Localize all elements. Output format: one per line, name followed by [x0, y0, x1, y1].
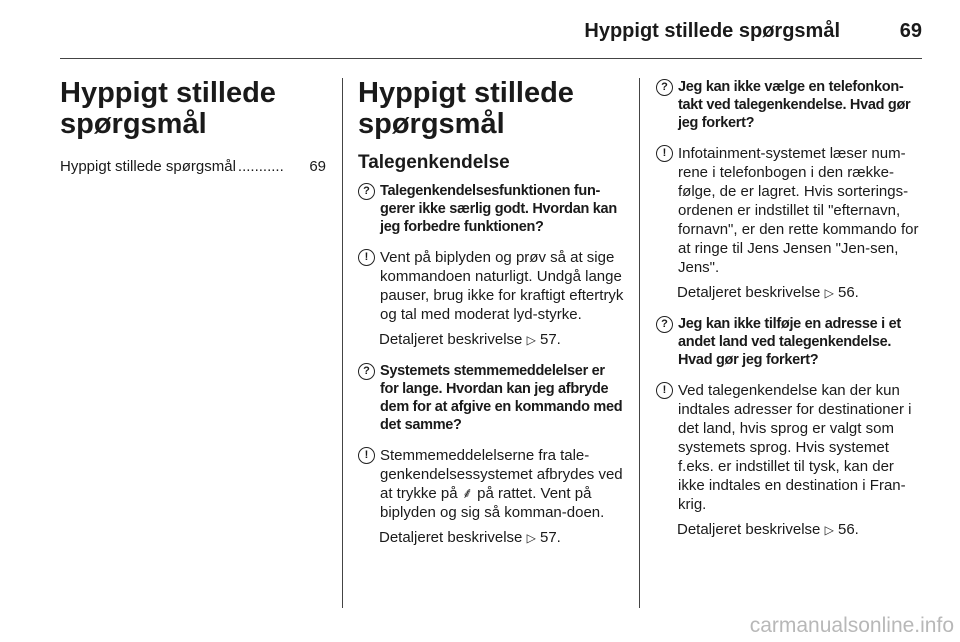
- toc-label: Hyppigt stillede spørgsmål: [60, 158, 236, 175]
- toc-entry[interactable]: [60, 158, 326, 175]
- answer-text: Infotainment-systemet læser num-rene i telefonbogen i den række-følge, de er lagret. Hvis sorterings-ordenen er indstillet til "efternavn, fornavn", er den rette kommando for at ringe til Jens Jensen "Jen-sen, Jens".: [678, 145, 919, 276]
- detail-reference: [379, 330, 626, 350]
- content-column-2: [358, 78, 626, 548]
- detail-label: Detaljeret beskrivelse: [677, 521, 821, 538]
- toc-dots: ...........: [237, 158, 284, 175]
- toc-column: [60, 78, 326, 175]
- chapter-title: Hyppigt stillede spørgsmål: [60, 77, 276, 140]
- answer: [656, 381, 922, 514]
- detail-reference: [379, 528, 626, 548]
- answer-text-pre: Stemmemeddelelserne fra tale-genkendelsessystemet afbrydes ved at trykke på: [380, 447, 623, 502]
- question-icon: ?: [656, 316, 673, 333]
- toc-page: 69: [309, 158, 326, 175]
- page-header: [0, 0, 960, 58]
- column-divider: [342, 78, 343, 608]
- answer-text: [380, 446, 626, 522]
- detail-page[interactable]: 57.: [539, 529, 561, 546]
- answer: [656, 144, 922, 277]
- detail-reference: [677, 283, 922, 303]
- answer-icon: !: [656, 382, 673, 399]
- detail-page[interactable]: 56.: [837, 521, 859, 538]
- question: [358, 362, 626, 434]
- answer-text: Ved talegenkendelse kan der kun indtales adresser for destinationer i det land, hvis sprog er valgt som systemets sprog. Hvis systemet f.eks. er indstillet til tysk, kan der ikke indtales en destination i Fran-krig.: [678, 382, 912, 513]
- reference-arrow-icon: ▷: [526, 333, 536, 347]
- voice-control-icon: ⸙: [461, 485, 473, 502]
- answer: [358, 248, 626, 324]
- detail-reference: [677, 520, 922, 540]
- reference-arrow-icon: ▷: [824, 286, 834, 300]
- detail-page[interactable]: 57.: [539, 331, 561, 348]
- detail-label: Detaljeret beskrivelse: [379, 331, 523, 348]
- question: [358, 182, 626, 236]
- reference-arrow-icon: ▷: [526, 531, 536, 545]
- question: [656, 78, 922, 132]
- question-text: Talegenkendelsesfunktionen fun-gerer ikke særlig godt. Hvordan kan jeg forbedre funktionen?: [380, 183, 617, 235]
- subheading: Talegenkendelse: [358, 152, 510, 173]
- header-divider: [60, 58, 922, 59]
- answer-icon: !: [358, 249, 375, 266]
- question-icon: ?: [358, 183, 375, 200]
- answer-text-post: på rattet. Vent på biplyden og sig så komman-doen.: [380, 485, 605, 521]
- page-number: 69: [899, 20, 922, 42]
- question-icon: ?: [358, 363, 375, 380]
- detail-label: Detaljeret beskrivelse: [379, 529, 523, 546]
- question-text: Jeg kan ikke tilføje en adresse i et andet land ved talegenkendelse. Hvad gør jeg forkert?: [678, 316, 901, 368]
- detail-page[interactable]: 56.: [837, 284, 859, 301]
- watermark: carmanualsonline.info: [749, 614, 954, 637]
- question-icon: ?: [656, 79, 673, 96]
- reference-arrow-icon: ▷: [824, 523, 834, 537]
- answer-icon: !: [656, 145, 673, 162]
- header-title: Hyppigt stillede spørgsmål: [584, 20, 840, 42]
- detail-label: Detaljeret beskrivelse: [677, 284, 821, 301]
- answer: [358, 446, 626, 522]
- content-column-3: [656, 78, 922, 540]
- column-divider: [639, 78, 640, 608]
- answer-text: Vent på biplyden og prøv så at sige kommandoen naturligt. Undgå lange pauser, brug ikke for kraftigt eftertryk og tal med moderat lyd-styrke.: [380, 249, 624, 323]
- question-text: Systemets stemmemeddelelser er for lange. Hvordan kan jeg afbryde dem for at afgive en kommando med det samme?: [380, 363, 623, 433]
- section-title: Hyppigt stillede spørgsmål: [358, 77, 574, 140]
- question-text: Jeg kan ikke vælge en telefonkon-takt ved talegenkendelse. Hvad gør jeg forkert?: [678, 79, 911, 131]
- answer-icon: !: [358, 447, 375, 464]
- question: [656, 315, 922, 369]
